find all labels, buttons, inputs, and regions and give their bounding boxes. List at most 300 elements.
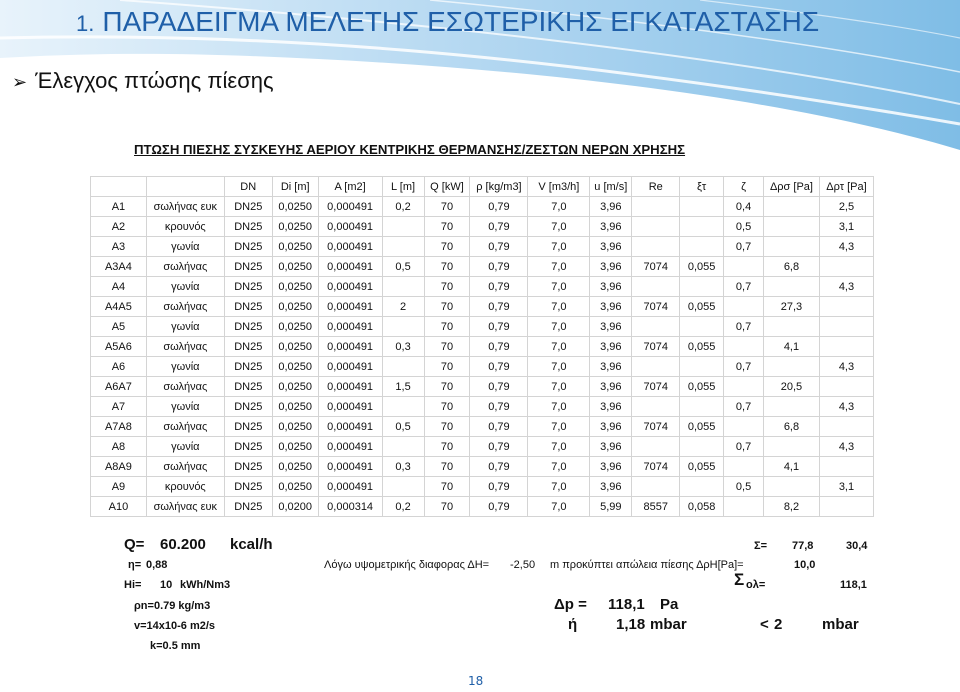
table-cell: 3,96 bbox=[590, 297, 632, 317]
table-cell: σωλήνας bbox=[146, 297, 224, 317]
table-cell bbox=[680, 317, 724, 337]
table-cell: 0,0250 bbox=[272, 417, 318, 437]
table-cell bbox=[680, 397, 724, 417]
table-cell: 2 bbox=[382, 297, 424, 317]
table-cell bbox=[724, 417, 764, 437]
table-cell bbox=[763, 197, 819, 217]
table-cell: DN25 bbox=[224, 497, 272, 517]
sigma-drs: 77,8 bbox=[792, 540, 814, 552]
table-cell: 0,0250 bbox=[272, 277, 318, 297]
table-cell: 2,5 bbox=[819, 197, 873, 217]
table-cell: 0,79 bbox=[470, 317, 528, 337]
dp-unit: Pa bbox=[660, 596, 679, 613]
bullet-item bbox=[12, 68, 274, 94]
table-cell: DN25 bbox=[224, 397, 272, 417]
table-cell: 0,79 bbox=[470, 457, 528, 477]
table-cell: 3,96 bbox=[590, 397, 632, 417]
eta-value: 0,88 bbox=[146, 559, 168, 571]
table-cell: A7 bbox=[91, 397, 147, 417]
table-cell: 4,3 bbox=[819, 277, 873, 297]
table-cell: 0,79 bbox=[470, 437, 528, 457]
table-cell: DN25 bbox=[224, 217, 272, 237]
table-cell: 0,2 bbox=[382, 497, 424, 517]
table-cell: 0,000491 bbox=[318, 317, 382, 337]
table-cell: 27,3 bbox=[763, 297, 819, 317]
table-cell: 0,000491 bbox=[318, 457, 382, 477]
hi-label: Hi= bbox=[124, 579, 142, 591]
table-cell: 7,0 bbox=[528, 217, 590, 237]
table-cell: 7,0 bbox=[528, 297, 590, 317]
table-cell: 3,96 bbox=[590, 317, 632, 337]
total-value: 118,1 bbox=[840, 579, 867, 591]
table-cell: 0,79 bbox=[470, 477, 528, 497]
table-cell: γωνία bbox=[146, 437, 224, 457]
table-cell: A3 bbox=[91, 237, 147, 257]
table-cell: γωνία bbox=[146, 357, 224, 377]
q-value: 60.200 bbox=[160, 536, 206, 553]
table-cell bbox=[382, 237, 424, 257]
table-row bbox=[91, 437, 874, 457]
column-header: ζ bbox=[724, 177, 764, 197]
table-body bbox=[91, 197, 874, 517]
table-row bbox=[91, 197, 874, 217]
table-cell: 0,0250 bbox=[272, 197, 318, 217]
table-cell: 0,7 bbox=[724, 397, 764, 417]
table-cell: 8557 bbox=[632, 497, 680, 517]
table-cell: 0,2 bbox=[382, 197, 424, 217]
sigma-drt: 30,4 bbox=[846, 540, 868, 552]
table-cell: 0,0250 bbox=[272, 337, 318, 357]
table-cell: 3,96 bbox=[590, 257, 632, 277]
column-header: Q [kW] bbox=[424, 177, 470, 197]
table-cell: 0,79 bbox=[470, 237, 528, 257]
table-cell: 70 bbox=[424, 437, 470, 457]
column-header bbox=[146, 177, 224, 197]
spreadsheet-image bbox=[90, 136, 874, 656]
table-cell: DN25 bbox=[224, 277, 272, 297]
table-row bbox=[91, 497, 874, 517]
table-cell: 70 bbox=[424, 377, 470, 397]
table-cell: σωλήνας bbox=[146, 377, 224, 397]
table-cell bbox=[382, 277, 424, 297]
table-cell: 0,7 bbox=[724, 237, 764, 257]
q-label: Q= bbox=[124, 536, 145, 553]
table-cell: 70 bbox=[424, 357, 470, 377]
table-cell bbox=[680, 437, 724, 457]
table-cell bbox=[819, 257, 873, 277]
table-row bbox=[91, 337, 874, 357]
table-cell: 7074 bbox=[632, 337, 680, 357]
table-cell: 0,79 bbox=[470, 217, 528, 237]
table-cell: A8 bbox=[91, 437, 147, 457]
table-cell: A5 bbox=[91, 317, 147, 337]
table-cell bbox=[680, 277, 724, 297]
table-cell: 0,000491 bbox=[318, 477, 382, 497]
table-cell bbox=[763, 277, 819, 297]
table-cell: 3,96 bbox=[590, 337, 632, 357]
table-cell: 0,0250 bbox=[272, 397, 318, 417]
slide-title bbox=[76, 6, 819, 38]
viscosity-note: v=14x10-6 m2/s bbox=[134, 620, 216, 632]
table-cell: 20,5 bbox=[763, 377, 819, 397]
table-cell: 7,0 bbox=[528, 437, 590, 457]
table-row bbox=[91, 397, 874, 417]
table-cell: 0,0250 bbox=[272, 357, 318, 377]
table-cell: 0,79 bbox=[470, 497, 528, 517]
dp-value: 118,1 bbox=[608, 596, 645, 613]
table-cell: A2 bbox=[91, 217, 147, 237]
table-cell: γωνία bbox=[146, 237, 224, 257]
table-row bbox=[91, 217, 874, 237]
table-cell: A4A5 bbox=[91, 297, 147, 317]
table-cell: 0,79 bbox=[470, 297, 528, 317]
column-header: ξτ bbox=[680, 177, 724, 197]
table-cell: 7074 bbox=[632, 377, 680, 397]
column-header: L [m] bbox=[382, 177, 424, 197]
elevation-result-text: m προκύπτει απώλεια πίεσης ΔρΗ[Pa]= bbox=[550, 559, 744, 571]
table-cell: 70 bbox=[424, 457, 470, 477]
table-cell: 7074 bbox=[632, 257, 680, 277]
table-cell: 70 bbox=[424, 397, 470, 417]
table-cell: 7,0 bbox=[528, 497, 590, 517]
table-cell bbox=[632, 437, 680, 457]
column-header: Δρσ [Pa] bbox=[763, 177, 819, 197]
table-cell bbox=[763, 217, 819, 237]
column-header: ρ [kg/m3] bbox=[470, 177, 528, 197]
table-cell: 70 bbox=[424, 277, 470, 297]
table-cell: 7074 bbox=[632, 297, 680, 317]
arrow-bullet-icon: ➢ bbox=[12, 72, 28, 92]
table-cell: 0,0250 bbox=[272, 437, 318, 457]
table-cell: A10 bbox=[91, 497, 147, 517]
table-cell: 0,0250 bbox=[272, 477, 318, 497]
table-cell bbox=[724, 337, 764, 357]
table-cell bbox=[763, 477, 819, 497]
table-row bbox=[91, 357, 874, 377]
table-cell bbox=[819, 317, 873, 337]
table-cell bbox=[819, 377, 873, 397]
table-cell bbox=[382, 317, 424, 337]
table-cell: DN25 bbox=[224, 257, 272, 277]
table-cell: A6 bbox=[91, 357, 147, 377]
bullet-text: Έλεγχος πτώσης πίεσης bbox=[35, 68, 274, 93]
table-row bbox=[91, 277, 874, 297]
table-cell: 0,055 bbox=[680, 257, 724, 277]
table-cell: 0,5 bbox=[382, 257, 424, 277]
column-header: Di [m] bbox=[272, 177, 318, 197]
table-cell: 3,96 bbox=[590, 417, 632, 437]
or-label: ή bbox=[568, 616, 578, 633]
table-cell: DN25 bbox=[224, 457, 272, 477]
table-cell: σωλήνας bbox=[146, 457, 224, 477]
table-cell bbox=[819, 497, 873, 517]
table-cell: γωνία bbox=[146, 317, 224, 337]
table-cell: 70 bbox=[424, 417, 470, 437]
table-cell: DN25 bbox=[224, 437, 272, 457]
table-cell bbox=[382, 477, 424, 497]
table-cell bbox=[382, 357, 424, 377]
mbar-value: 1,18 bbox=[616, 616, 646, 633]
sheet-title: ΠΤΩΣΗ ΠΙΕΣΗΣ ΣΥΣΚΕΥΗΣ ΑΕΡΙΟΥ ΚΕΝΤΡΙΚΗΣ ΘΕΡΜΑΝΣΗΣ/ΖΕΣΤΩΝ ΝΕΡΩΝ ΧΡΗΣΗΣ bbox=[134, 142, 686, 157]
table-cell: 3,96 bbox=[590, 457, 632, 477]
table-cell: 7,0 bbox=[528, 257, 590, 277]
limit-value: 2 bbox=[774, 616, 783, 633]
table-cell: 0,7 bbox=[724, 357, 764, 377]
total-label-sub: ολ= bbox=[746, 579, 766, 591]
table-cell bbox=[724, 457, 764, 477]
table-cell bbox=[632, 317, 680, 337]
table-cell: 0,055 bbox=[680, 297, 724, 317]
table-cell: 7,0 bbox=[528, 277, 590, 297]
table-cell: 6,8 bbox=[763, 417, 819, 437]
elevation-loss: 10,0 bbox=[794, 559, 816, 571]
mbar-unit: mbar bbox=[650, 616, 687, 633]
column-header: Re bbox=[632, 177, 680, 197]
table-cell: 7,0 bbox=[528, 417, 590, 437]
table-cell: 4,3 bbox=[819, 357, 873, 377]
table-cell: 4,3 bbox=[819, 397, 873, 417]
hi-unit: kWh/Nm3 bbox=[180, 579, 231, 591]
table-cell: 4,1 bbox=[763, 337, 819, 357]
table-cell: 0,055 bbox=[680, 337, 724, 357]
table-cell: 70 bbox=[424, 337, 470, 357]
table-cell: 0,000491 bbox=[318, 297, 382, 317]
slide-title-text: ΠΑΡΑΔΕΙΓΜΑ ΜΕΛΕΤΗΣ ΕΣΩΤΕΡΙΚΗΣ ΕΓΚΑΤΑΣΤΑΣΗΣ bbox=[102, 6, 820, 37]
table-cell: σωλήνας bbox=[146, 337, 224, 357]
column-header: A [m2] bbox=[318, 177, 382, 197]
table-cell bbox=[632, 217, 680, 237]
table-cell: 0,79 bbox=[470, 277, 528, 297]
table-cell: 3,96 bbox=[590, 237, 632, 257]
table-cell: 70 bbox=[424, 477, 470, 497]
table-cell: 0,000491 bbox=[318, 397, 382, 417]
table-cell: 7,0 bbox=[528, 197, 590, 217]
table-cell: 0,055 bbox=[680, 457, 724, 477]
table-cell: DN25 bbox=[224, 337, 272, 357]
table-cell: 0,79 bbox=[470, 257, 528, 277]
table-cell bbox=[763, 317, 819, 337]
table-cell bbox=[382, 437, 424, 457]
sigma-label: Σ= bbox=[754, 540, 768, 552]
table-cell: 0,055 bbox=[680, 417, 724, 437]
table-cell: σωλήνας bbox=[146, 257, 224, 277]
table-cell: 0,000491 bbox=[318, 357, 382, 377]
table-row bbox=[91, 457, 874, 477]
table-cell bbox=[632, 237, 680, 257]
table-cell: A5A6 bbox=[91, 337, 147, 357]
table-cell: 0,4 bbox=[724, 197, 764, 217]
table-cell bbox=[680, 477, 724, 497]
table-cell: 0,7 bbox=[724, 317, 764, 337]
table-cell bbox=[724, 497, 764, 517]
table-cell: 0,058 bbox=[680, 497, 724, 517]
table-cell: 70 bbox=[424, 257, 470, 277]
column-header: V [m3/h] bbox=[528, 177, 590, 197]
table-cell bbox=[632, 197, 680, 217]
table-cell bbox=[724, 257, 764, 277]
table-cell: 3,1 bbox=[819, 477, 873, 497]
table-cell: 7,0 bbox=[528, 337, 590, 357]
table-cell bbox=[819, 337, 873, 357]
table-cell: 3,96 bbox=[590, 197, 632, 217]
table-cell: 5,99 bbox=[590, 497, 632, 517]
table-cell bbox=[632, 277, 680, 297]
table-cell bbox=[763, 237, 819, 257]
table-cell: 0,000491 bbox=[318, 257, 382, 277]
table-cell: 0,0250 bbox=[272, 377, 318, 397]
table-cell: 0,0250 bbox=[272, 237, 318, 257]
table-cell: 0,000491 bbox=[318, 237, 382, 257]
table-cell: γωνία bbox=[146, 397, 224, 417]
table-cell bbox=[632, 477, 680, 497]
table-cell: 0,055 bbox=[680, 377, 724, 397]
slide-number: 1. bbox=[76, 11, 95, 36]
table-cell: DN25 bbox=[224, 377, 272, 397]
table-cell: 0,3 bbox=[382, 457, 424, 477]
q-unit: kcal/h bbox=[230, 536, 273, 553]
table-cell: 3,1 bbox=[819, 217, 873, 237]
table-cell: 3,96 bbox=[590, 277, 632, 297]
total-label-sigma: Σ bbox=[734, 570, 745, 589]
table-cell: 3,96 bbox=[590, 377, 632, 397]
table-cell: 0,0250 bbox=[272, 217, 318, 237]
table-cell: 7,0 bbox=[528, 457, 590, 477]
table-row bbox=[91, 417, 874, 437]
table-cell bbox=[763, 437, 819, 457]
table-cell: 4,1 bbox=[763, 457, 819, 477]
table-cell: 0,79 bbox=[470, 417, 528, 437]
table-cell: 7,0 bbox=[528, 477, 590, 497]
table-cell: 70 bbox=[424, 217, 470, 237]
table-cell: 0,000491 bbox=[318, 437, 382, 457]
table-cell bbox=[819, 297, 873, 317]
table-cell: 0,0250 bbox=[272, 317, 318, 337]
table-cell bbox=[724, 377, 764, 397]
density-note: ρn=0.79 kg/m3 bbox=[134, 600, 211, 612]
table-cell: 0,5 bbox=[724, 217, 764, 237]
summary-block bbox=[90, 534, 874, 656]
table-cell: 0,000491 bbox=[318, 277, 382, 297]
table-cell: κρουνός bbox=[146, 217, 224, 237]
table-cell: 0,79 bbox=[470, 337, 528, 357]
table-cell: A1 bbox=[91, 197, 147, 217]
table-cell: A9 bbox=[91, 477, 147, 497]
column-header: DN bbox=[224, 177, 272, 197]
table-cell bbox=[763, 397, 819, 417]
table-cell: 0,5 bbox=[382, 417, 424, 437]
table-cell: A4 bbox=[91, 277, 147, 297]
limit-unit: mbar bbox=[822, 616, 859, 633]
table-cell: 0,7 bbox=[724, 437, 764, 457]
table-cell: 4,3 bbox=[819, 237, 873, 257]
elevation-text: Λόγω υψομετρικής διαφορας ΔΗ= bbox=[324, 559, 490, 571]
elevation-value: -2,50 bbox=[510, 559, 536, 571]
pressure-drop-table bbox=[90, 176, 874, 517]
table-cell: 70 bbox=[424, 317, 470, 337]
table-cell: DN25 bbox=[224, 357, 272, 377]
table-cell: 0,000491 bbox=[318, 337, 382, 357]
table-row bbox=[91, 377, 874, 397]
table-cell bbox=[819, 417, 873, 437]
table-cell: 0,000491 bbox=[318, 417, 382, 437]
table-cell: A8A9 bbox=[91, 457, 147, 477]
table-cell: 0,79 bbox=[470, 377, 528, 397]
table-cell: A7A8 bbox=[91, 417, 147, 437]
table-cell: 8,2 bbox=[763, 497, 819, 517]
table-cell: 0,79 bbox=[470, 197, 528, 217]
table-cell: DN25 bbox=[224, 297, 272, 317]
table-cell bbox=[632, 397, 680, 417]
table-cell: DN25 bbox=[224, 417, 272, 437]
table-row bbox=[91, 237, 874, 257]
table-cell: 7,0 bbox=[528, 397, 590, 417]
table-cell: σωλήνας bbox=[146, 417, 224, 437]
table-cell: 0,79 bbox=[470, 397, 528, 417]
table-row bbox=[91, 477, 874, 497]
table-cell: DN25 bbox=[224, 317, 272, 337]
table-cell: DN25 bbox=[224, 477, 272, 497]
table-cell: 0,3 bbox=[382, 337, 424, 357]
table-cell: 4,3 bbox=[819, 437, 873, 457]
table-cell: DN25 bbox=[224, 197, 272, 217]
table-row bbox=[91, 317, 874, 337]
table-cell: 0,000491 bbox=[318, 217, 382, 237]
table-cell: 70 bbox=[424, 197, 470, 217]
table-cell: 70 bbox=[424, 237, 470, 257]
table-cell bbox=[632, 357, 680, 377]
table-cell: 0,0250 bbox=[272, 457, 318, 477]
table-cell: A3A4 bbox=[91, 257, 147, 277]
table-cell bbox=[763, 357, 819, 377]
table-cell: DN25 bbox=[224, 237, 272, 257]
table-cell: 0,000314 bbox=[318, 497, 382, 517]
column-header: u [m/s] bbox=[590, 177, 632, 197]
table-cell: 0,5 bbox=[724, 477, 764, 497]
column-header: Δρτ [Pa] bbox=[819, 177, 873, 197]
table-cell bbox=[680, 237, 724, 257]
table-cell bbox=[680, 197, 724, 217]
table-cell: 0,7 bbox=[724, 277, 764, 297]
table-cell bbox=[724, 297, 764, 317]
table-cell bbox=[382, 217, 424, 237]
table-cell: κρουνός bbox=[146, 477, 224, 497]
table-cell: 7,0 bbox=[528, 357, 590, 377]
table-cell: σωλήνας ευκ bbox=[146, 497, 224, 517]
table-cell bbox=[680, 217, 724, 237]
table-cell: 7074 bbox=[632, 457, 680, 477]
table-cell: 3,96 bbox=[590, 437, 632, 457]
table-cell bbox=[819, 457, 873, 477]
eta-label: η= bbox=[128, 559, 142, 571]
table-cell: γωνία bbox=[146, 277, 224, 297]
table-cell: 0,0200 bbox=[272, 497, 318, 517]
table-cell: 3,96 bbox=[590, 357, 632, 377]
dp-label: Δp = bbox=[554, 596, 587, 613]
table-row bbox=[91, 297, 874, 317]
table-cell: 7074 bbox=[632, 417, 680, 437]
table-cell: 3,96 bbox=[590, 477, 632, 497]
table-cell: 0,79 bbox=[470, 357, 528, 377]
table-cell: 70 bbox=[424, 297, 470, 317]
page-number: 18 bbox=[468, 674, 484, 688]
table-cell: 3,96 bbox=[590, 217, 632, 237]
hi-value: 10 bbox=[160, 579, 173, 591]
column-header bbox=[91, 177, 147, 197]
table-cell: A6A7 bbox=[91, 377, 147, 397]
table-cell: 0,000491 bbox=[318, 377, 382, 397]
table-cell bbox=[680, 357, 724, 377]
table-cell: 1,5 bbox=[382, 377, 424, 397]
